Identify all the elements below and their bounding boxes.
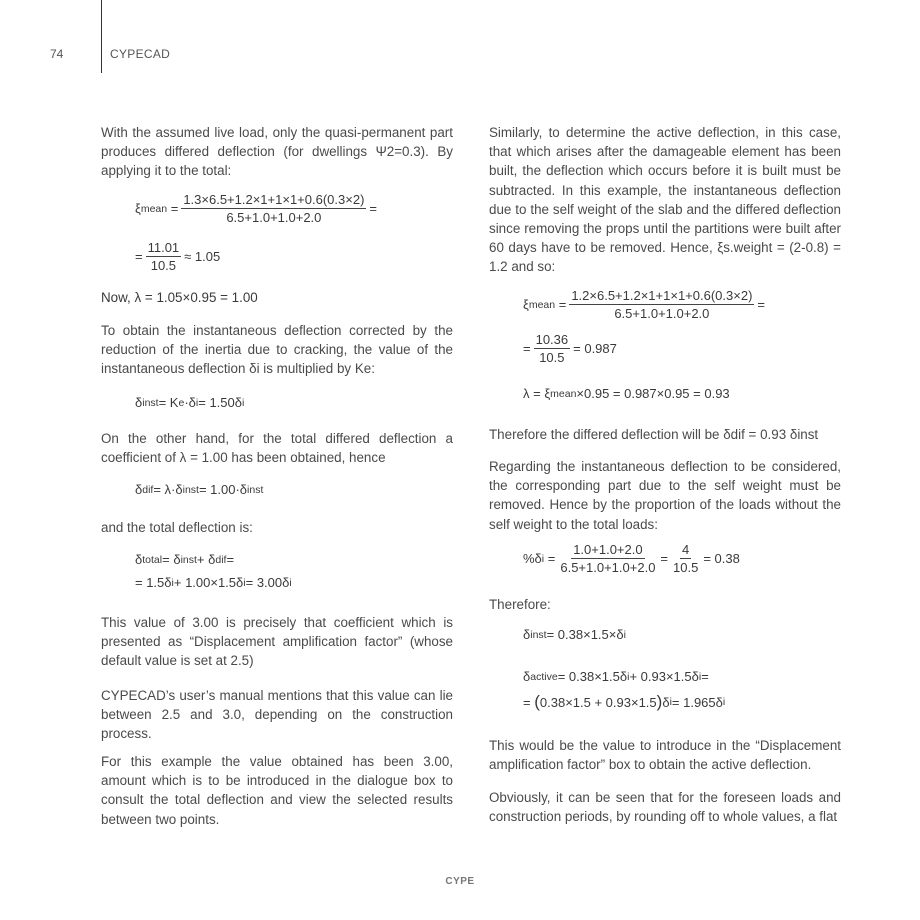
denominator: 6.5+1.0+1.0+2.0 [560,560,656,575]
eq-text: ×0.95 = 0.987×0.95 = 0.93 [576,386,730,401]
eq-sub: total [142,553,163,566]
eq-text: = 1.00·δ [198,482,248,497]
eq-sub: i [627,670,630,683]
equation-delta-dif [135,482,263,497]
eq-text: = [757,297,765,312]
eq-text: = λ·δ [153,482,183,497]
eq-text: = [523,694,531,710]
numerator: 10.36 [535,332,569,347]
numerator: 1.3×6.5+1.2×1+1×1+0.6(0.3×2) [183,192,365,207]
eq-sub: mean [550,387,577,400]
paragraph: CYPECAD’s user’s manual mentions that this value can lie between 2.5 and 3.0, depending on the construction process. [101,688,453,742]
eq-text: = 0.38×1.5δ [557,669,628,684]
equation-percent-delta [523,542,740,575]
eq-sub: dif [215,553,227,566]
equation-result [523,332,617,365]
eq-sub: active [530,670,558,683]
paragraph: Obviously, it can be seen that for the foreseen loads and construction periods, by rounding off to whole values, a flat [489,790,841,825]
eq-text: = 0.38×1.5×δ [546,627,624,642]
eq-text: + 1.00×1.5δ [173,575,244,590]
denominator: 6.5+1.0+1.0+2.0 [226,210,322,225]
fraction [146,240,182,273]
paragraph: On the other hand, for the total differed deflection a coefficient of λ = 1.00 has been obtained, hence [101,431,453,466]
eq-text: 0.38×1.5 + 0.93×1.5 [539,694,657,710]
footer-brand: CYPE [445,876,475,887]
denominator: 10.5 [150,258,177,273]
eq-text: δ [135,482,143,497]
fraction [671,542,700,575]
eq-text: = [135,249,143,264]
equation-delta-inst [135,395,244,410]
eq-text: = 3.00δ [245,575,290,590]
eq-sub: i [722,696,726,708]
paragraph: Therefore: [489,597,551,612]
eq-text: = 1.50δ [198,395,242,410]
equation-xi-mean: ξ mean = $\frac{1.2\times 6.5+1.2\times 1+1\times 1+0.6(0.3\times 2)}{6.5+1.0+1.0+2.0}$ = [523,288,765,321]
paragraph: To obtain the instantaneous deflection corrected by the reduction of the inertia due to cracking, the value of the instantaneous deflection δi is multiplied by Ke: [101,323,453,377]
eq-text: = K [158,395,179,410]
eq-text: ·δ [184,395,196,410]
eq-sub: inst [182,483,199,496]
equation-delta-inst [523,627,626,642]
paragraph: Therefore the differed deflection will be δdif = 0.93 δinst [489,427,819,442]
eq-text: = [547,551,556,566]
eq-sub: i [241,396,245,409]
eq-sub: mean [140,202,168,215]
eq-sub: dif [142,483,154,496]
eq-text: = 1.965δ [671,694,723,710]
fraction [558,542,657,575]
eq-text: = [523,341,531,356]
eq-paren: ( [534,692,540,711]
eq-text: λ = ξ [523,386,551,401]
eq-sub: i [195,396,199,409]
equation-delta-active [523,669,709,684]
eq-text: ξ [135,201,141,216]
eq-sub: inst [247,483,264,496]
eq-sub: i [698,670,702,683]
equation-delta-total-result [135,575,292,590]
eq-sub: i [243,576,246,589]
equation-lambda [523,386,730,401]
eq-text: + 0.93×1.5δ [629,669,699,684]
eq-text: = 0.987 [573,341,617,356]
eq-sub: mean [528,298,556,311]
numerator: 1.2×6.5+1.2×1+1×1+0.6(0.3×2) [571,288,753,303]
numerator: 1.0+1.0+2.0 [573,542,643,557]
paragraph: With the assumed live load, only the quasi-permanent part produces differed deflection (for dwellings Ψ2=0.3). By applying it to the total: [101,125,453,179]
eq-text: δ [135,552,143,567]
denominator: 10.5 [539,350,565,365]
paragraph: and the total deflection is: [101,520,253,535]
running-title: CYPECAD [110,47,171,61]
fraction [569,288,754,321]
eq-text: δ [523,669,531,684]
eq-sub: inst [142,396,159,409]
fraction [534,332,571,365]
equation-lambda [101,290,258,305]
eq-sub: e [178,396,185,409]
numerator: 11.01 [147,240,180,255]
page-number: 74 [50,47,64,61]
paragraph: This value of 3.00 is precisely that coefficient which is presented as “Displacement amplification factor” (whose default value is set at 2.5) [101,615,453,669]
paragraph: Similarly, to determine the active deflection, in this case, that which arises after the damageable element has been built, the deflection which occurs before it is built must be subtracted. In this example, the instantaneous deflection due to the self weight of the slab and the differed deflection since removing the props until the partitions were built after 60 days have to be removed. Hence, ξs.weight = (2-0.8) = 1.2 and so: [489,125,841,275]
eq-text: Now, λ = 1.05×0.95 = 1.00 [101,290,258,305]
denominator: 6.5+1.0+1.0+2.0 [614,306,710,321]
eq-text: ≈ 1.05 [184,249,221,264]
numerator: 4 [682,542,690,557]
denominator: 10.5 [673,560,699,575]
eq-sub: inst [530,628,547,641]
eq-text: δ [523,627,531,642]
eq-sub: inst [180,553,197,566]
eq-text: = δ [162,552,181,567]
equation-xi-mean: ξ mean = $\frac{1.3\times 6.5+1.2\times 1+1\times 1+0.6(0.3\times 2)}{6.5+1.0+1.0+2.0}$ = [135,192,377,225]
equation-delta-active-result [523,692,725,712]
eq-text: δ [662,694,670,710]
eq-sub: i [669,696,672,708]
eq-text: %δ [523,551,542,566]
equation-delta-total [135,552,234,567]
eq-sub: i [171,576,174,589]
header-divider [101,0,102,73]
eq-sub: i [623,628,626,641]
eq-text: = [660,551,669,566]
paragraph: This would be the value to introduce in the “Displacement amplification factor” box to obtain the active deflection. [489,738,841,773]
paragraph: Regarding the instantaneous deflection to be considered, the corresponding part due to the self weight must be removed. Hence by the proportion of the loads without the self weight to the total loads: [489,459,841,532]
equation-result [135,240,220,273]
eq-text: = 1.5δ [135,575,172,590]
eq-text: ξ [523,297,529,312]
eq-text: δ [135,395,143,410]
eq-text: = 0.38 [703,551,740,566]
eq-text: = [226,552,235,567]
eq-paren: ) [656,692,663,711]
eq-sub: i [541,552,545,565]
eq-text: = [701,669,709,684]
fraction [181,192,366,225]
eq-sub: i [289,576,292,589]
eq-text: = [369,201,377,216]
eq-text: + δ [196,552,216,567]
paragraph: For this example the value obtained has been 3.00, amount which is to be introduced in the dialogue box to consult the total deflection and view the selected results between two points. [101,754,453,827]
